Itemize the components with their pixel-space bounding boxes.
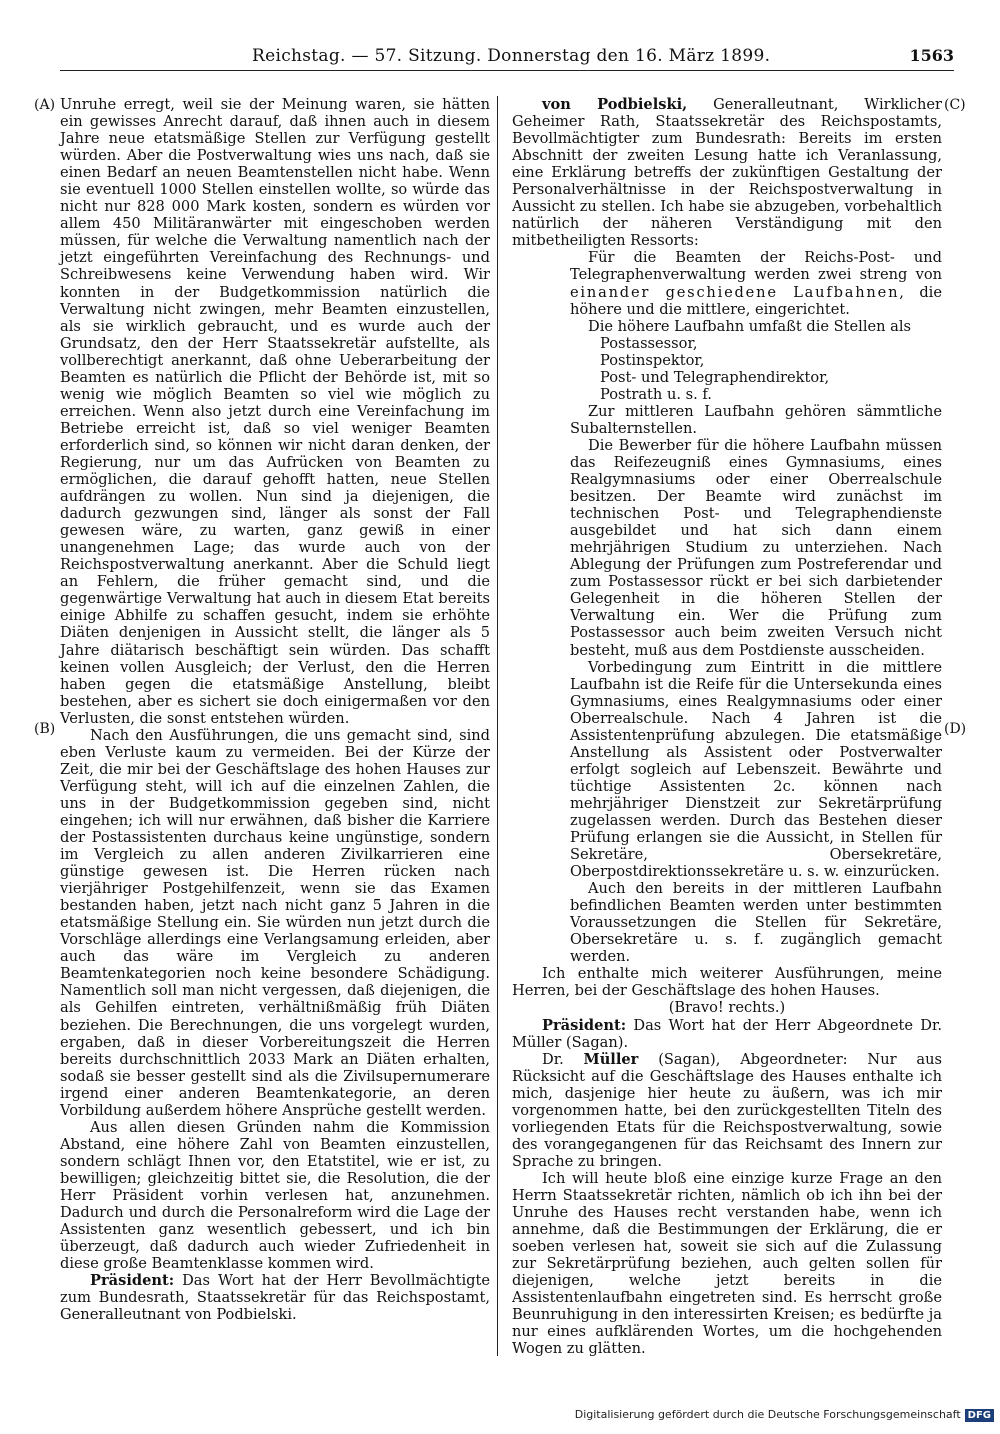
spaced-emphasis: einander geschiedene Laufbahnen,: [570, 283, 906, 301]
left-paragraph-4: [60, 1272, 490, 1323]
speech-text: (Sagan), Abgeordneter: Nur aus Rücksicht auf die Geschäftslage des Hauses enthalte ich mich, dasjenige hier heute zu äußern, was ich mir vorgenommen hatte, bei den zurückgestellten Titeln des vorliegenden Etats für die Reichspostverwaltung, sowie des vorangegangenen für das Reichsamt des Innern zur Sprache zu bringen.: [512, 1050, 942, 1170]
declaration-paragraph-3: Zur mittleren Laufbahn gehören sämmtliche Subalternstellen.: [570, 402, 942, 437]
column-divider: [497, 96, 498, 1356]
declaration-paragraph-4: Die Bewerber für die höhere Laufbahn müssen das Reifezeugniß eines Gymnasiums, eines Realgymnasiums oder einer Oberrealschule besitzen. Der Beamte wird zunächst im technischen Post- und Telegraphendienste ausgebildet und hat sich dann einem mehrjährigen Studium zu unterziehen. Nach Ablegung der Prüfungen zum Postreferendar und zum Postassessor rückt er bei sich darbietender Gelegenheit in die höheren Stellen der Verwaltung ein. Wer die Prüfung zum Postassessor auch beim zweiten Versuch nicht besteht, muß aus dem Postdienste ausscheiden.: [570, 436, 942, 659]
dfg-logo: DFG: [965, 1409, 994, 1422]
right-paragraph-2: Ich enthalte mich weiterer Ausführungen, meine Herren, bei der Geschäftslage des hohen Hauses.: [512, 965, 942, 1000]
running-title: Reichstag. — 57. Sitzung. Donnerstag den 16. März 1899.: [252, 46, 771, 66]
right-paragraph-6: Ich will heute bloß eine einzige kurze Frage an den Herrn Staatssekretär richten, nämlich ob ich ihn bei der Unruhe des Hauses recht verstanden habe, wenn ich annehme, daß die Bestimmungen der Erklärung, die er soeben verlesen hat, soweit sie sich auf die Zulassung zur Sekretärprüfung beziehen, auch gelten sollen für diejenigen, welche jetzt bereits in die Assistentenlaufbahn eingetreten sind. Es herrscht große Beunruhigung in den interessirten Kreisen; es bedürfte ja nur eines aufklärenden Wortes, um die hochgehenden Wogen zu glätten.: [512, 1169, 942, 1358]
margin-marker-c: (C): [944, 97, 966, 113]
declaration-list-item: Postinspektor,: [600, 351, 705, 369]
declaration-paragraph-2: Die höhere Laufbahn umfaßt die Stellen als: [588, 317, 912, 335]
speech-text: Generalleutnant, Wirklicher Geheimer Rath, Staatssekretär des Reichspostamts, Bevollmächtigter zum Bundesrath: Bereits im ersten Abschnitt der zweiten Lesung hatte ich Veranlassung, eine Erklärung betreffs der zukünftigen Gestaltung der Personalverhältnisse in der Reichspostverwaltung in Aussicht zu stellen. Ich habe sie abzugeben, vorbehaltlich natürlich der näheren Verständigung mit den mitbetheiligten Ressorts:: [512, 96, 942, 250]
speech-text: Das Wort hat der Herr Bevollmächtigte zum Bundesrath, Staatssekretär für das Reichspostamt, Generalleutnant von Podbielski.: [60, 1272, 490, 1324]
speaker-name: Müller: [583, 1050, 639, 1068]
left-paragraph-2: Nach den Ausführungen, die uns gemacht sind, sind eben Verluste kaum zu vermeiden. Bei der Kürze der Zeit, die mir bei der Geschäftslage des hohen Hauses zur Verfügung steht, will ich auf die einzelnen Zahlen, die uns in der Budgetkommission gegeben sind, nicht eingehen; ich will nur erwähnen, daß bisher die Karriere der Postassistenten durchaus keine ungünstige, sondern im Vergleich zu allen anderen Zivilkarrieren eine günstige gewesen ist. Die Herren rücken nach vierjähriger Postgehilfenzeit, wenn sie das Examen bestanden haben, jetzt nach nicht ganz 5 Jahren in die etatsmäßige Stellung ein. Sie würden nun jetzt durch die Vorschläge allerdings eine Verlangsamung erleiden, aber auch das wäre im Vergleich zu anderen Beamtenkategorien noch keine besondere Schädigung. Namentlich soll man nicht vergessen, daß diejenigen, die als Gehilfen eintreten, verhältnißmäßig früh Diäten beziehen. Die Berechnungen, die uns vorgelegt wurden, ergaben, daß in dieser Vorbereitungszeit die Herren bereits durchschnittlich 2033 Mark an Diäten erhalten, sodaß sie besser gestellt sind als die Zivilsupernumerare irgend einer anderen Beamtenkategorie, an deren Vorbildung außerdem höhere Ansprüche gestellt werden.: [60, 726, 490, 1119]
declaration-paragraph-6: Auch den bereits in der mittleren Laufbahn befindlichen Beamten werden unter bestimmten Voraussetzungen die Stellen für Sekretäre, Obersekretäre u. s. f. zugänglich gemacht werden.: [570, 880, 942, 966]
interjection: (Bravo! rechts.): [668, 999, 786, 1017]
declaration-list-item: Post- und Telegraphendirektor,: [600, 368, 830, 386]
margin-marker-b: (B): [34, 721, 56, 737]
speaker-name: von Podbielski,: [542, 96, 688, 113]
page-number: 1563: [909, 46, 954, 65]
page-header: [60, 46, 954, 71]
speaker-name: Präsident:: [542, 1016, 627, 1034]
footer-credit: [575, 1408, 994, 1422]
speaker-name: Präsident:: [90, 1272, 175, 1290]
right-column: [512, 96, 942, 1357]
declaration-paragraph-1: Für die Beamten der Reichs-Post- und Telegraphenverwaltung werden zwei streng von einander geschiedene Laufbahnen, die höhere und die mittlere, eingerichtet.: [570, 249, 942, 318]
right-paragraph-1: [512, 96, 942, 249]
declaration-paragraph-5: Vorbedingung zum Eintritt in die mittlere Laufbahn ist die Reife für die Untersekunda eines Gymnasiums, eines Realgymnasiums oder einer Oberrealschule. Nach 4 Jahren ist die Assistentenprüfung abzulegen. Die etatsmäßige Anstellung als Assistent oder Postverwalter erfolgt sogleich auf Lebenszeit. Bewährte und tüchtige Assistenten 2c. können nach mehrjähriger Dienstzeit zur Sekretärprüfung zugelassen werden. Durch das Bestehen dieser Prüfung erlangen sie die Aussicht, in Stellen für Sekretäre, Obersekretäre, Oberpostdirektionssekretäre u. s. w. einzurücken.: [570, 658, 942, 881]
left-paragraph-1: Unruhe erregt, weil sie der Meinung waren, sie hätten ein gewisses Anrecht darauf, daß ihnen auch in diesem Jahre neue etatsmäßige Stellen zur Verfügung gestellt würden. Aber die Postverwaltung wies uns nach, daß sie einen Bedarf an neuen Beamtenstellen nicht habe. Wenn sie eventuell 1000 Stellen einstellen wollte, so würde das nicht nur 828 000 Mark kosten, sondern es würden vor allem 450 Militäranwärter mit eingeschoben werden müssen, für welche die Verwaltung namentlich nach der jetzt eingeführten Vereinfachung des Rechnungs- und Schreibwesens keine Verwendung haben wird. Wir konnten in der Budgetkommission natürlich die Verwaltung nicht zwingen, mehr Beamten einzustellen, als sie wirklich gebraucht, und es wurde auch der Grundsatz, den der Herr Staatssekretär aufstellte, als vollberechtigt anerkannt, daß ohne Ueberarbeitung der Beamten es natürlich die Pflicht der Behörde ist, mit so wenig wie möglich Beamten so viel wie möglich zu erreichen. Wenn also jetzt durch eine Vereinfachung im Betriebe erreicht ist, daß so viel weniger Beamten erforderlich sind, so können wir nicht daran denken, der Regierung, nur um das Aufrücken von Beamten zu ermöglichen, die darauf gehofft hatten, neue Stellen aufdrängen zu wollen. Nun sind ja diejenigen, die dadurch gezwungen sind, länger als sonst der Fall gewesen wäre, zu warten, ganz gewiß in einer unangenehmen Lage; das wurde auch von der Reichspostverwaltung anerkannt. Aber die Schuld liegt an Fehlern, die früher gemacht sind, und die gegenwärtige Verwaltung hat auch in diesem Etat bereits einige Abhilfe zu schaffen gesucht, indem sie erhöhte Diäten denjenigen in Aussicht stellt, die länger als 5 Jahre diätarisch beschäftigt sein würden. Das schafft keinen vollen Ausgleich; der Verlust, den die Herren haben gegen die etatsmäßige Anstellung, bleibt bestehen, aber es sichert sie doch einigermaßen vor den Verlusten, die sonst entstehen würden.: [60, 96, 490, 727]
right-paragraph-4: [512, 1017, 942, 1051]
margin-marker-a: (A): [34, 97, 56, 113]
declaration-list-item: Postrath u. s. f.: [600, 385, 712, 403]
right-paragraph-5: Dr. Müller (Sagan), Abgeordneter: Nur aus Rücksicht auf die Geschäftslage des Hauses enthalte ich mich, dasjenige hier heute zu äußern, was ich mir vorgenommen hatte, bei den zurückgestellten Titeln des vorliegenden Etats für die Reichspostverwaltung, sowie des vorangegangenen für das Reichsamt des Innern zur Sprache zu bringen.: [512, 1050, 942, 1170]
declaration-list-item: Postassessor,: [600, 334, 698, 352]
left-column: [60, 96, 490, 1323]
footer-text: Digitalisierung gefördert durch die Deutsche Forschungsgemeinschaft: [574, 1408, 961, 1421]
speech-text: Das Wort hat der Herr Abgeordnete Dr. Müller (Sagan).: [512, 1016, 942, 1051]
left-paragraph-3: Aus allen diesen Gründen nahm die Kommission Abstand, eine höhere Zahl von Beamten einzustellen, sondern schlägt Ihnen vor, den Etatstitel, wie er ist, zu bewilligen; gleichzeitig bittet sie, die Resolution, die der Herr Präsident vorhin verlesen hat, anzunehmen. Dadurch und durch die Personalreform wird die Lage der Assistenten ganz wesentlich gebessert, und ich bin überzeugt, daß dadurch auch wieder Zufriedenheit in diese große Beamtenklasse kommen wird.: [60, 1118, 490, 1273]
margin-marker-d: (D): [944, 721, 967, 737]
